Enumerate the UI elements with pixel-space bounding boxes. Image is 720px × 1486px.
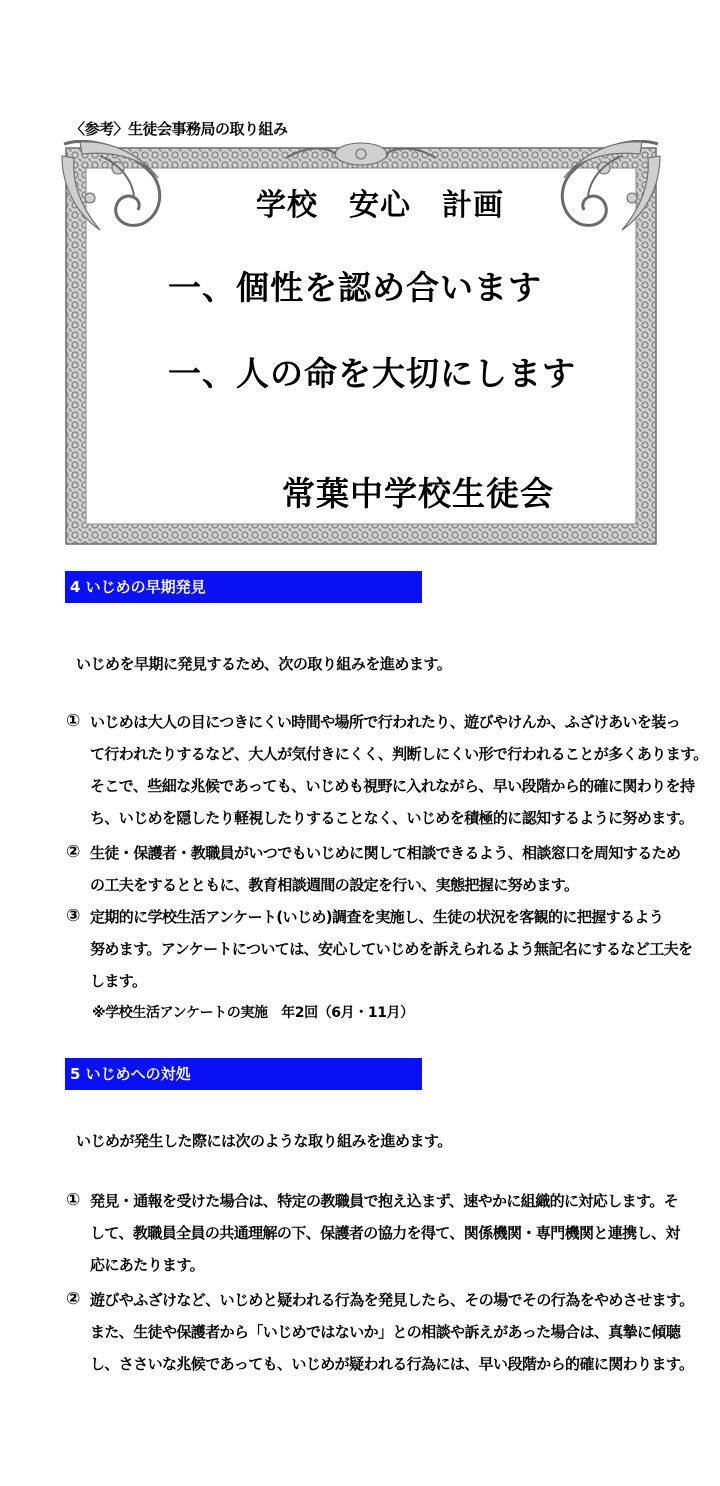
item-text-line: し、ささいな兆候であっても、いじめが疑われる行為には、早い段階から的確に関わります。 (90, 1355, 694, 1373)
item-text-line: 努めます。アンケートについては、安心していじめを訴えられるよう無記名にするなど工夫を (90, 940, 693, 958)
item-text-line: して、教職員全員の共通理解の下、保護者の協力を得て、関係機関・専門機関と連携し、対 (90, 1224, 680, 1242)
pledge-respect-individuality: 一、個性を認め合います (168, 268, 542, 307)
section-5-intro: いじめが発生した際には次のような取り組みを進めます。 (76, 1132, 452, 1150)
student-council-signature: 常葉中学校生徒会 (282, 474, 554, 513)
item-text-line: また、生徒や保護者から「いじめではないか」との相談や訴えがあった場合は、真摯に傾聴 (90, 1323, 681, 1341)
item-text-line: て行われたりするなど、大人が気付きにくく、判断しにくい形で行われることが多くあります。 (90, 745, 708, 763)
pledge-value-life: 一、人の命を大切にします (168, 354, 576, 393)
item-text-line: 応にあたります。 (90, 1256, 205, 1274)
item-text-line: 生徒・保護者・教職員がいつでもいじめに関して相談できるよう、相談窓口を周知するため (90, 844, 681, 862)
item-number: ② (66, 1289, 81, 1309)
item-text-line: します。 (90, 972, 147, 990)
item-text-line: 発見・通報を受けた場合は、特定の教職員で抱え込まず、速やかに組織的に対応します。そ (90, 1192, 679, 1210)
item-text-line: いじめは大人の目につきにくい時間や場所で行われたり、遊びやけんか、ふざけあいを装っ (90, 713, 681, 731)
plan-title: 学校 安心 計画 (256, 188, 504, 223)
item-text-line: ち、いじめを隠したり軽視したりすることなく、いじめを積極的に認知するように努めます。 (90, 809, 694, 827)
item-number: ② (66, 842, 81, 862)
reference-note: 〈参考〉生徒会事務局の取り組み (70, 120, 288, 138)
item-text-line: 定期的に学校生活アンケート(いじめ)調査を実施し、生徒の状況を客観的に把握するよう (90, 908, 664, 926)
section-4-heading: 4 いじめの早期発見 (65, 571, 422, 603)
item-text-line: の工夫をするとともに、教育相談週間の設定を行い、実態把握に努めます。 (90, 876, 579, 894)
survey-schedule-note: ※学校生活アンケートの実施 年2回（6月・11月） (92, 1005, 414, 1021)
section-5-heading: 5 いじめへの対処 (65, 1058, 422, 1090)
item-number: ① (66, 1190, 81, 1210)
item-text-line: 遊びやふざけなど、いじめと疑われる行為を発見したら、その場でその行為をやめさせます。 (90, 1291, 694, 1309)
section-4-intro: いじめを早期に発見するため、次の取り組みを進めます。 (76, 655, 452, 673)
item-number: ① (66, 711, 81, 731)
item-text-line: そこで、些細な兆候であっても、いじめも視野に入れながら、早い段階から的確に関わりを持 (90, 777, 695, 795)
item-number: ③ (66, 906, 81, 926)
